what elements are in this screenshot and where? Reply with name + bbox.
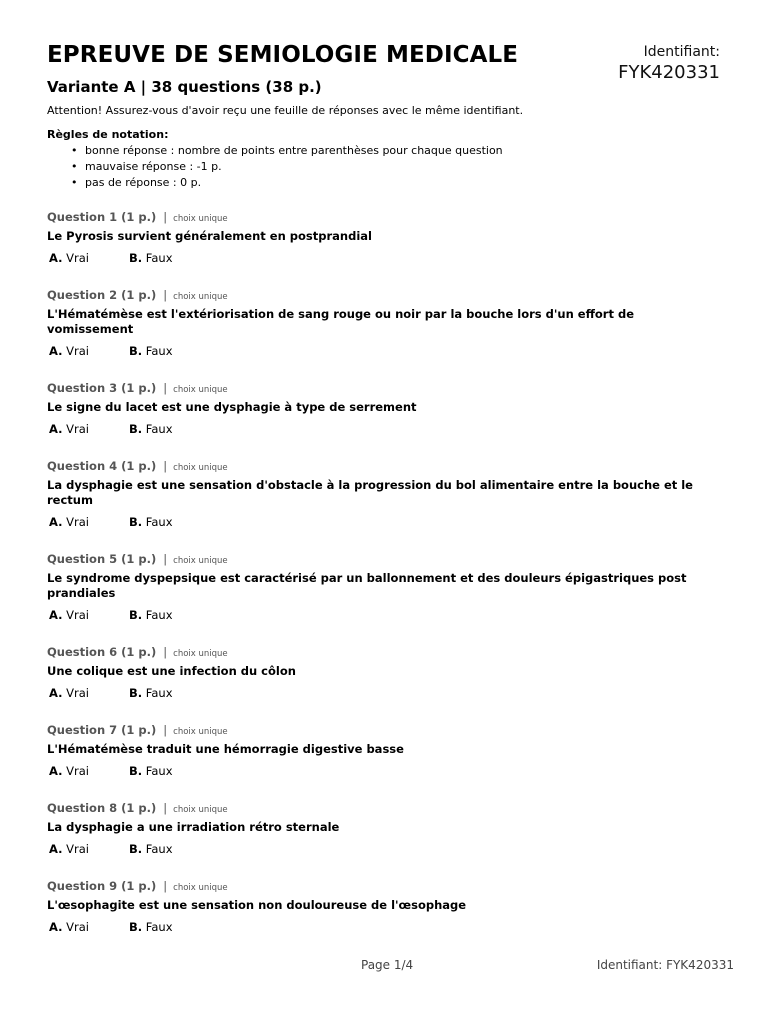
answer-option	[129, 763, 209, 779]
question-block	[47, 643, 727, 701]
answer-option-text: Vrai	[66, 422, 89, 436]
answer-option-letter: B.	[129, 515, 143, 529]
question-header	[47, 721, 727, 739]
question-number: Question 7 (1 p.)	[47, 723, 157, 737]
answer-option-letter: B.	[129, 344, 143, 358]
answer-option	[49, 607, 129, 623]
header-separator: |	[163, 210, 168, 224]
question-text: L'Hématémèse est l'extériorisation de sang rouge ou noir par la bouche lors d'un effort de vomissement	[47, 307, 634, 336]
question-number: Question 1 (1 p.)	[47, 210, 157, 224]
answer-options	[47, 250, 727, 266]
question-number: Question 9 (1 p.)	[47, 879, 157, 893]
question-header	[47, 208, 727, 226]
identifier-value: FYK420331	[618, 62, 720, 83]
question-number: Question 8 (1 p.)	[47, 801, 157, 815]
question-header	[47, 550, 727, 568]
question-type: choix unique	[173, 292, 228, 302]
answer-option-text: Faux	[145, 344, 173, 358]
answer-options	[47, 685, 727, 701]
grading-rule-item: • bonne réponse : nombre de points entre parenthèses pour chaque question	[71, 143, 503, 159]
answer-option-text: Vrai	[66, 344, 89, 358]
question-block	[47, 550, 727, 623]
question-type: choix unique	[173, 727, 228, 737]
answer-option	[129, 607, 209, 623]
question-text: Une colique est une infection du côlon	[47, 664, 296, 678]
question-header	[47, 457, 727, 475]
question-number: Question 6 (1 p.)	[47, 645, 157, 659]
answer-option-text: Faux	[145, 686, 173, 700]
answer-option-letter: A.	[49, 764, 63, 778]
answer-option	[129, 514, 209, 530]
answer-option	[49, 250, 129, 266]
question-block	[47, 208, 727, 266]
answer-option-letter: A.	[49, 515, 63, 529]
answer-option-letter: A.	[49, 344, 63, 358]
answer-option	[129, 841, 209, 857]
answer-option	[129, 685, 209, 701]
question-header	[47, 877, 727, 895]
header-separator: |	[163, 801, 168, 815]
answer-option-letter: A.	[49, 608, 63, 622]
answer-options	[47, 343, 727, 359]
header-separator: |	[163, 879, 168, 893]
answer-option	[129, 421, 209, 437]
question-block	[47, 379, 727, 437]
answer-option	[49, 919, 129, 935]
question-number: Question 2 (1 p.)	[47, 288, 157, 302]
identifier-label: Identifiant:	[643, 44, 720, 60]
question-list	[47, 208, 727, 935]
answer-option-text: Faux	[145, 608, 173, 622]
header-separator: |	[163, 645, 168, 659]
question-header	[47, 379, 727, 397]
answer-option-letter: A.	[49, 251, 63, 265]
question-text: L'Hématémèse traduit une hémorragie digestive basse	[47, 742, 404, 756]
question-number: Question 3 (1 p.)	[47, 381, 157, 395]
question-type: choix unique	[173, 385, 228, 395]
identifier-block	[618, 44, 720, 83]
answer-option	[49, 841, 129, 857]
answer-option-text: Vrai	[66, 515, 89, 529]
exam-subtitle: Variante A | 38 questions (38 p.)	[47, 78, 322, 96]
question-header	[47, 799, 727, 817]
answer-option-text: Vrai	[66, 686, 89, 700]
page-number: Page 1/4	[361, 958, 414, 972]
question-type: choix unique	[173, 883, 228, 893]
answer-option-letter: B.	[129, 764, 143, 778]
answer-option-text: Vrai	[66, 920, 89, 934]
answer-option-text: Vrai	[66, 608, 89, 622]
answer-option-letter: B.	[129, 920, 143, 934]
footer-identifier: Identifiant: FYK420331	[596, 958, 734, 972]
question-block	[47, 799, 727, 857]
question-type: choix unique	[173, 556, 228, 566]
attention-notice: Attention! Assurez-vous d'avoir reçu une feuille de réponses avec le même identifiant.	[47, 104, 524, 117]
question-header	[47, 643, 727, 661]
exam-title: EPREUVE DE SEMIOLOGIE MEDICALE	[47, 42, 519, 68]
question-type: choix unique	[173, 214, 228, 224]
answer-option-text: Vrai	[66, 764, 89, 778]
answer-option	[49, 514, 129, 530]
question-number: Question 4 (1 p.)	[47, 459, 157, 473]
answer-options	[47, 607, 727, 623]
answer-option-letter: B.	[129, 608, 143, 622]
question-number: Question 5 (1 p.)	[47, 552, 157, 566]
answer-option	[49, 685, 129, 701]
answer-option-text: Faux	[145, 764, 173, 778]
header-separator: |	[163, 723, 168, 737]
question-text: La dysphagie est une sensation d'obstacle à la progression du bol alimentaire entre la bouche et le rectum	[47, 478, 693, 507]
answer-option-letter: A.	[49, 920, 63, 934]
question-text: La dysphagie a une irradiation rétro sternale	[47, 820, 340, 834]
question-block	[47, 721, 727, 779]
answer-option-letter: B.	[129, 251, 143, 265]
answer-option-text: Faux	[145, 515, 173, 529]
question-text: L'œsophagite est une sensation non douloureuse de l'œsophage	[47, 898, 467, 912]
header-separator: |	[163, 381, 168, 395]
question-text: Le signe du lacet est une dysphagie à type de serrement	[47, 400, 417, 414]
answer-option-letter: B.	[129, 686, 143, 700]
answer-option-text: Faux	[145, 422, 173, 436]
answer-option-text: Faux	[145, 251, 173, 265]
answer-option	[129, 919, 209, 935]
grading-rule-item: • pas de réponse : 0 p.	[71, 175, 503, 191]
question-block	[47, 457, 727, 530]
grading-rules-title: Règles de notation:	[47, 128, 169, 141]
question-block	[47, 877, 727, 935]
header-separator: |	[163, 288, 168, 302]
answer-option	[49, 763, 129, 779]
question-block	[47, 286, 727, 359]
header-separator: |	[163, 552, 168, 566]
question-type: choix unique	[173, 649, 228, 659]
answer-option-text: Faux	[145, 920, 173, 934]
answer-option	[49, 343, 129, 359]
answer-option-letter: B.	[129, 422, 143, 436]
grading-rules	[47, 128, 503, 191]
grading-rule-item: • mauvaise réponse : -1 p.	[71, 159, 503, 175]
header-separator: |	[163, 459, 168, 473]
answer-option-text: Vrai	[66, 842, 89, 856]
answer-option-letter: A.	[49, 686, 63, 700]
question-text: Le Pyrosis survient généralement en postprandial	[47, 229, 372, 243]
answer-option-text: Vrai	[66, 251, 89, 265]
answer-options	[47, 421, 727, 437]
question-type: choix unique	[173, 805, 228, 815]
answer-options	[47, 919, 727, 935]
answer-options	[47, 763, 727, 779]
answer-option-letter: A.	[49, 422, 63, 436]
answer-options	[47, 841, 727, 857]
answer-option	[49, 421, 129, 437]
answer-option	[129, 343, 209, 359]
answer-option-text: Faux	[145, 842, 173, 856]
answer-options	[47, 514, 727, 530]
answer-option	[129, 250, 209, 266]
question-text: Le syndrome dyspepsique est caractérisé par un ballonnement et des douleurs épigastriques post prandiales	[47, 571, 687, 600]
question-type: choix unique	[173, 463, 228, 473]
question-header	[47, 286, 727, 304]
grading-rules-list	[47, 143, 503, 191]
answer-option-letter: A.	[49, 842, 63, 856]
answer-option-letter: B.	[129, 842, 143, 856]
